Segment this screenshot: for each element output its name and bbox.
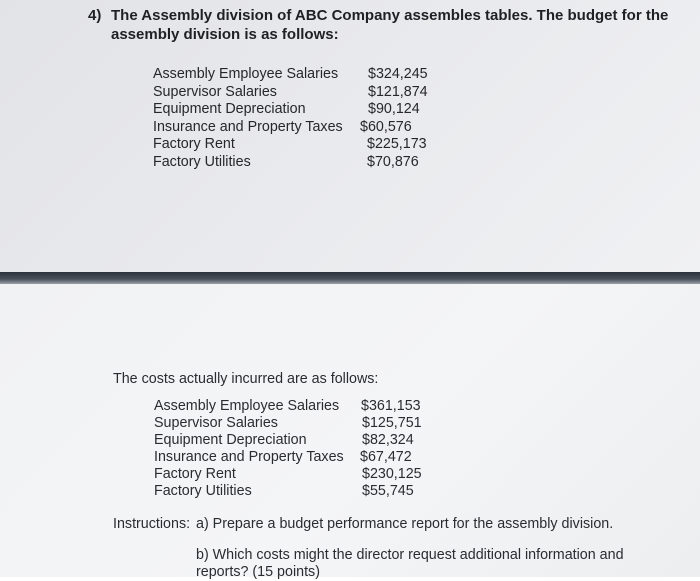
budget-row (153, 66, 453, 84)
budget-label: Factory Rent (153, 136, 235, 152)
actual-row (154, 432, 454, 449)
actual-amount: $55,745 (362, 483, 414, 499)
actual-label: Assembly Employee Salaries (154, 398, 340, 414)
budget-label: Insurance and Property Taxes (153, 118, 343, 135)
budget-amount: $225,173 (367, 136, 427, 152)
instruction-b-line2: reports? (15 points) (196, 564, 320, 580)
actual-row (154, 449, 454, 466)
actual-row (154, 415, 454, 432)
budget-amount: $121,874 (368, 83, 428, 100)
actual-costs-section (0, 284, 700, 580)
actual-label: Supervisor Salaries (154, 415, 278, 431)
actual-label: Factory Rent (154, 466, 236, 482)
actual-row (154, 483, 454, 500)
question-text-line1: The Assembly division of ABC Company assembles tables. The budget for the (111, 7, 669, 24)
budget-label: Factory Utilities (153, 153, 251, 170)
budget-amount: $70,876 (367, 153, 419, 170)
budget-table (153, 66, 453, 171)
budget-amount: $90,124 (368, 101, 420, 117)
budget-photo-section (0, 0, 700, 272)
actual-label: Equipment Depreciation (154, 432, 307, 448)
actual-amount: $67,472 (360, 449, 412, 465)
page-divider (0, 272, 700, 284)
actual-label: Insurance and Property Taxes (154, 449, 344, 465)
budget-label: Equipment Depreciation (153, 101, 306, 117)
actual-row (154, 466, 454, 483)
budget-amount: $324,245 (368, 66, 428, 82)
question-text-line2: assembly division is as follows: (111, 26, 339, 43)
actual-label: Factory Utilities (154, 483, 252, 499)
budget-row (153, 84, 453, 102)
actual-amount: $125,751 (362, 415, 422, 431)
instruction-a: a) Prepare a budget performance report for the assembly division. (196, 516, 614, 532)
actual-costs-intro: The costs actually incurred are as follows: (113, 371, 379, 387)
instruction-b-line1: b) Which costs might the director request additional information and (196, 547, 624, 563)
instructions-label: Instructions: (113, 516, 191, 532)
budget-row (153, 101, 453, 119)
budget-row (153, 154, 453, 172)
budget-label: Assembly Employee Salaries (153, 66, 339, 82)
question-number: 4) (88, 7, 102, 24)
actual-row (154, 398, 454, 415)
budget-row (153, 119, 453, 137)
actual-amount: $82,324 (362, 432, 414, 448)
actual-amount: $361,153 (361, 398, 421, 414)
budget-row (153, 136, 453, 154)
budget-amount: $60,576 (360, 118, 412, 135)
actual-costs-table (154, 398, 454, 500)
actual-amount: $230,125 (362, 466, 422, 482)
budget-label: Supervisor Salaries (153, 83, 277, 100)
